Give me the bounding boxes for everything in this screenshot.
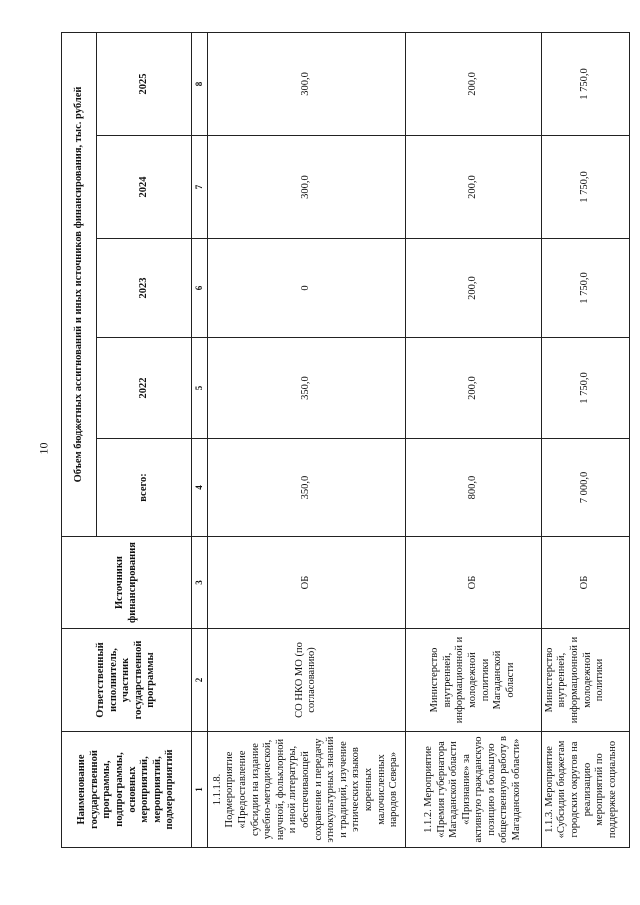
budget-table (61, 32, 630, 848)
row-2025: 300,0 (207, 32, 405, 135)
table-row (207, 32, 405, 847)
row-total: 800,0 (405, 439, 541, 537)
table-row (405, 32, 541, 847)
row-executor: СО НКО МО (по согласованию) (207, 629, 405, 732)
row-2023: 1 750,0 (541, 239, 629, 338)
column-number: 5 (192, 338, 208, 439)
row-source: ОБ (405, 537, 541, 629)
column-number: 3 (192, 537, 208, 629)
row-name: 1.1.1.8. Подмероприятие «Предоставление субсидии на издание учебно-методической, научной, фольклорной и иной литературы, обеспечивающей сохранение и передачу этнокультурных знаний и традиций, изучение этнических языков коренных малочисленных народов Севера» (207, 732, 405, 848)
column-number: 8 (192, 32, 208, 135)
row-2024: 200,0 (405, 136, 541, 239)
row-2022: 350,0 (207, 338, 405, 439)
header-year-2023: 2023 (97, 239, 192, 338)
row-2022: 1 750,0 (541, 338, 629, 439)
column-number: 4 (192, 439, 208, 537)
row-source: ОБ (207, 537, 405, 629)
row-2025: 1 750,0 (541, 32, 629, 135)
row-2025: 200,0 (405, 32, 541, 135)
column-number: 6 (192, 239, 208, 338)
row-executor: Министерство внутренней, информационной и молодежной политики Магаданской области (405, 629, 541, 732)
header-total: всего: (97, 439, 192, 537)
column-number: 2 (192, 629, 208, 732)
row-name: 1.1.2. Мероприятие «Премия губернатора Магаданской области «Признание» за активную гражданскую позицию и большую общественную работу в Магаданской области» (405, 732, 541, 848)
row-executor: Министерство внутренней, информационной и молодежной политики (541, 629, 629, 732)
header-funding-group: Объем бюджетных ассигнований и иных источников финансирования, тыс. рублей (62, 32, 97, 536)
row-total: 7 000,0 (541, 439, 629, 537)
row-2023: 0 (207, 239, 405, 338)
column-number-row (192, 32, 208, 847)
row-2024: 300,0 (207, 136, 405, 239)
column-number: 7 (192, 136, 208, 239)
table-row (541, 32, 629, 847)
row-source: ОБ (541, 537, 629, 629)
row-2022: 200,0 (405, 338, 541, 439)
header-source: Источники финансирования (62, 537, 192, 629)
header-year-2024: 2024 (97, 136, 192, 239)
row-2023: 200,0 (405, 239, 541, 338)
column-number: 1 (192, 732, 208, 848)
row-2024: 1 750,0 (541, 136, 629, 239)
header-executor: Ответственный исполнитель, участник государственной программы (62, 629, 192, 732)
header-year-2022: 2022 (97, 338, 192, 439)
budget-table-container (61, 33, 627, 848)
header-name: Наименование государственной программы, подпрограммы, основных мероприятий, мероприятий, подмероприятий (62, 732, 192, 848)
row-total: 350,0 (207, 439, 405, 537)
header-year-2025: 2025 (97, 32, 192, 135)
page-number: 10 (36, 442, 51, 455)
row-name: 1.1.3. Мероприятие «Субсидии бюджетам городских округов на реализацию мероприятий по поддержке социально (541, 732, 629, 848)
